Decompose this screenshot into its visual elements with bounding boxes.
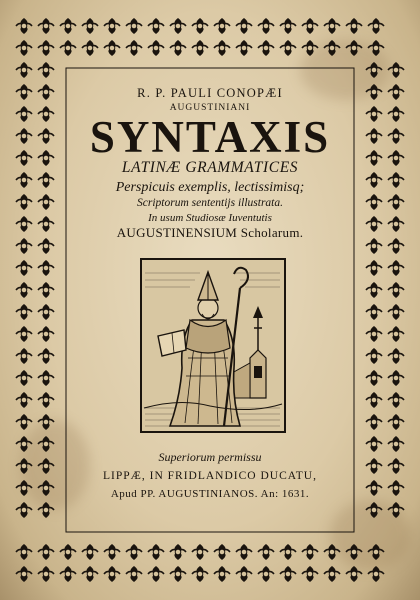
fleuron-ornament bbox=[38, 326, 54, 342]
fleuron-ornament bbox=[236, 544, 252, 560]
fleuron-ornament bbox=[366, 304, 382, 320]
fleuron-ornament bbox=[346, 566, 362, 582]
fleuron-ornament bbox=[388, 304, 404, 320]
fleuron-ornament bbox=[366, 238, 382, 254]
fleuron-ornament bbox=[388, 172, 404, 188]
fleuron-ornament bbox=[38, 480, 54, 496]
fleuron-ornament bbox=[16, 216, 32, 232]
fleuron-ornament bbox=[388, 194, 404, 210]
fleuron-ornament bbox=[16, 436, 32, 452]
description-line-1: Perspicuis exemplis, lectissimisq; bbox=[115, 180, 305, 195]
fleuron-ornament bbox=[388, 392, 404, 408]
fleuron-ornament bbox=[16, 566, 32, 582]
fleuron-ornament bbox=[302, 544, 318, 560]
fleuron-ornament bbox=[236, 18, 252, 34]
fleuron-ornament bbox=[82, 40, 98, 56]
fleuron-ornament bbox=[104, 544, 120, 560]
fleuron-ornament bbox=[126, 40, 142, 56]
fleuron-ornament bbox=[16, 150, 32, 166]
fleuron-ornament bbox=[366, 194, 382, 210]
fleuron-ornament bbox=[38, 544, 54, 560]
fleuron-ornament bbox=[366, 150, 382, 166]
fleuron-ornament bbox=[368, 566, 384, 582]
fleuron-ornament bbox=[82, 544, 98, 560]
fleuron-ornament bbox=[104, 40, 120, 56]
author-line: R. P. PAULI CONOPÆI bbox=[137, 86, 283, 100]
fleuron-ornament bbox=[368, 18, 384, 34]
fleuron-ornament bbox=[388, 414, 404, 430]
fleuron-ornament bbox=[388, 150, 404, 166]
fleuron-ornament bbox=[16, 392, 32, 408]
fleuron-ornament bbox=[192, 18, 208, 34]
fleuron-ornament bbox=[388, 502, 404, 518]
fleuron-ornament bbox=[38, 392, 54, 408]
fleuron-ornament bbox=[16, 238, 32, 254]
fleuron-ornament bbox=[366, 348, 382, 364]
fleuron-ornament bbox=[126, 18, 142, 34]
fleuron-ornament bbox=[126, 566, 142, 582]
fleuron-ornament bbox=[324, 544, 340, 560]
fleuron-ornament bbox=[258, 18, 274, 34]
fleuron-ornament bbox=[38, 150, 54, 166]
fleuron-ornament bbox=[388, 370, 404, 386]
fleuron-ornament bbox=[38, 260, 54, 276]
fleuron-ornament bbox=[302, 566, 318, 582]
fleuron-ornament bbox=[16, 282, 32, 298]
bishop-saint-woodcut-icon bbox=[140, 258, 286, 433]
fleuron-ornament bbox=[236, 40, 252, 56]
fleuron-ornament bbox=[366, 326, 382, 342]
printer-line: Apud PP. AUGUSTINIANOS. An: 1631. bbox=[110, 488, 310, 500]
fleuron-ornament bbox=[258, 40, 274, 56]
fleuron-ornament bbox=[236, 566, 252, 582]
fleuron-ornament bbox=[388, 216, 404, 232]
fleuron-ornament bbox=[192, 40, 208, 56]
fleuron-ornament bbox=[38, 436, 54, 452]
fleuron-ornament bbox=[192, 566, 208, 582]
place-line: LIPPÆ, IN FRIDLANDICO DUCATU, bbox=[103, 470, 317, 482]
fleuron-ornament bbox=[368, 544, 384, 560]
fleuron-ornament bbox=[38, 172, 54, 188]
fleuron-ornament bbox=[38, 502, 54, 518]
fleuron-ornament bbox=[148, 40, 164, 56]
fleuron-ornament bbox=[16, 194, 32, 210]
fleuron-ornament bbox=[126, 544, 142, 560]
fleuron-ornament bbox=[60, 566, 76, 582]
fleuron-ornament bbox=[38, 282, 54, 298]
fleuron-ornament bbox=[38, 304, 54, 320]
fleuron-ornament bbox=[38, 238, 54, 254]
fleuron-ornament bbox=[366, 172, 382, 188]
fleuron-ornament bbox=[16, 62, 32, 78]
fleuron-ornament bbox=[192, 544, 208, 560]
fleuron-ornament bbox=[148, 566, 164, 582]
fleuron-ornament bbox=[38, 84, 54, 100]
fleuron-ornament bbox=[38, 414, 54, 430]
fleuron-ornament bbox=[16, 544, 32, 560]
fleuron-ornament bbox=[16, 370, 32, 386]
fleuron-ornament bbox=[258, 544, 274, 560]
fleuron-ornament bbox=[388, 348, 404, 364]
fleuron-ornament bbox=[16, 106, 32, 122]
fleuron-ornament bbox=[60, 544, 76, 560]
fleuron-ornament bbox=[366, 392, 382, 408]
fleuron-ornament bbox=[38, 106, 54, 122]
fleuron-ornament bbox=[258, 566, 274, 582]
fleuron-ornament bbox=[170, 18, 186, 34]
fleuron-ornament bbox=[388, 106, 404, 122]
fleuron-ornament bbox=[346, 544, 362, 560]
fleuron-ornament bbox=[16, 348, 32, 364]
fleuron-ornament bbox=[60, 18, 76, 34]
permission-line: Superiorum permissu bbox=[158, 450, 262, 464]
fleuron-ornament bbox=[16, 480, 32, 496]
fleuron-ornament bbox=[38, 566, 54, 582]
fleuron-ornament bbox=[388, 260, 404, 276]
fleuron-ornament bbox=[388, 480, 404, 496]
fleuron-ornament bbox=[16, 128, 32, 144]
fleuron-ornament bbox=[16, 326, 32, 342]
fleuron-ornament bbox=[16, 260, 32, 276]
fleuron-ornament bbox=[388, 84, 404, 100]
fleuron-ornament bbox=[388, 282, 404, 298]
fleuron-ornament bbox=[388, 436, 404, 452]
fleuron-ornament bbox=[366, 260, 382, 276]
fleuron-ornament bbox=[38, 128, 54, 144]
fleuron-ornament bbox=[366, 480, 382, 496]
fleuron-ornament bbox=[60, 40, 76, 56]
fleuron-ornament bbox=[366, 106, 382, 122]
fleuron-ornament bbox=[388, 238, 404, 254]
fleuron-ornament bbox=[388, 62, 404, 78]
fleuron-ornament bbox=[366, 458, 382, 474]
fleuron-ornament bbox=[16, 502, 32, 518]
title-block bbox=[72, 78, 348, 518]
fleuron-ornament bbox=[104, 566, 120, 582]
fleuron-ornament bbox=[366, 370, 382, 386]
order-line: AUGUSTINIANI bbox=[169, 103, 251, 113]
fleuron-ornament bbox=[170, 544, 186, 560]
fleuron-ornament bbox=[148, 544, 164, 560]
fleuron-ornament bbox=[388, 458, 404, 474]
fleuron-ornament bbox=[82, 18, 98, 34]
fleuron-ornament bbox=[324, 18, 340, 34]
fleuron-ornament bbox=[388, 326, 404, 342]
fleuron-ornament bbox=[368, 40, 384, 56]
fleuron-ornament bbox=[16, 172, 32, 188]
fleuron-ornament bbox=[214, 566, 230, 582]
fleuron-ornament bbox=[366, 414, 382, 430]
fleuron-ornament bbox=[148, 18, 164, 34]
fleuron-ornament bbox=[324, 566, 340, 582]
fleuron-ornament bbox=[38, 40, 54, 56]
scholarum-line: AUGUSTINENSIUM Scholarum. bbox=[116, 225, 304, 240]
fleuron-ornament bbox=[366, 282, 382, 298]
description-line-2: Scriptorum sententijs illustrata. bbox=[137, 197, 283, 209]
fleuron-ornament bbox=[302, 40, 318, 56]
fleuron-ornament bbox=[346, 40, 362, 56]
fleuron-ornament bbox=[214, 544, 230, 560]
fleuron-ornament bbox=[346, 18, 362, 34]
fleuron-ornament bbox=[38, 216, 54, 232]
fleuron-ornament bbox=[104, 18, 120, 34]
usum-line: In usum Studiosæ Iuventutis bbox=[148, 212, 272, 224]
fleuron-ornament bbox=[170, 566, 186, 582]
fleuron-ornament bbox=[16, 458, 32, 474]
fleuron-ornament bbox=[366, 84, 382, 100]
main-title: SYNTAXIS bbox=[89, 112, 331, 162]
fleuron-ornament bbox=[16, 84, 32, 100]
fleuron-ornament bbox=[302, 18, 318, 34]
fleuron-ornament bbox=[366, 436, 382, 452]
fleuron-ornament bbox=[82, 566, 98, 582]
fleuron-ornament bbox=[16, 414, 32, 430]
fleuron-ornament bbox=[38, 62, 54, 78]
fleuron-ornament bbox=[280, 544, 296, 560]
fleuron-ornament bbox=[214, 18, 230, 34]
fleuron-ornament bbox=[366, 128, 382, 144]
fleuron-ornament bbox=[16, 304, 32, 320]
fleuron-ornament bbox=[16, 40, 32, 56]
fleuron-ornament bbox=[366, 216, 382, 232]
fleuron-ornament bbox=[170, 40, 186, 56]
fleuron-ornament bbox=[38, 348, 54, 364]
subtitle: LATINÆ GRAMMATICES bbox=[121, 159, 299, 176]
fleuron-ornament bbox=[280, 40, 296, 56]
fleuron-ornament bbox=[38, 194, 54, 210]
fleuron-ornament bbox=[280, 566, 296, 582]
fleuron-ornament bbox=[214, 40, 230, 56]
fleuron-ornament bbox=[366, 62, 382, 78]
fleuron-ornament bbox=[324, 40, 340, 56]
fleuron-ornament bbox=[16, 18, 32, 34]
fleuron-ornament bbox=[38, 458, 54, 474]
fleuron-ornament bbox=[388, 128, 404, 144]
fleuron-ornament bbox=[366, 502, 382, 518]
fleuron-ornament bbox=[38, 18, 54, 34]
fleuron-ornament bbox=[38, 370, 54, 386]
fleuron-ornament bbox=[280, 18, 296, 34]
